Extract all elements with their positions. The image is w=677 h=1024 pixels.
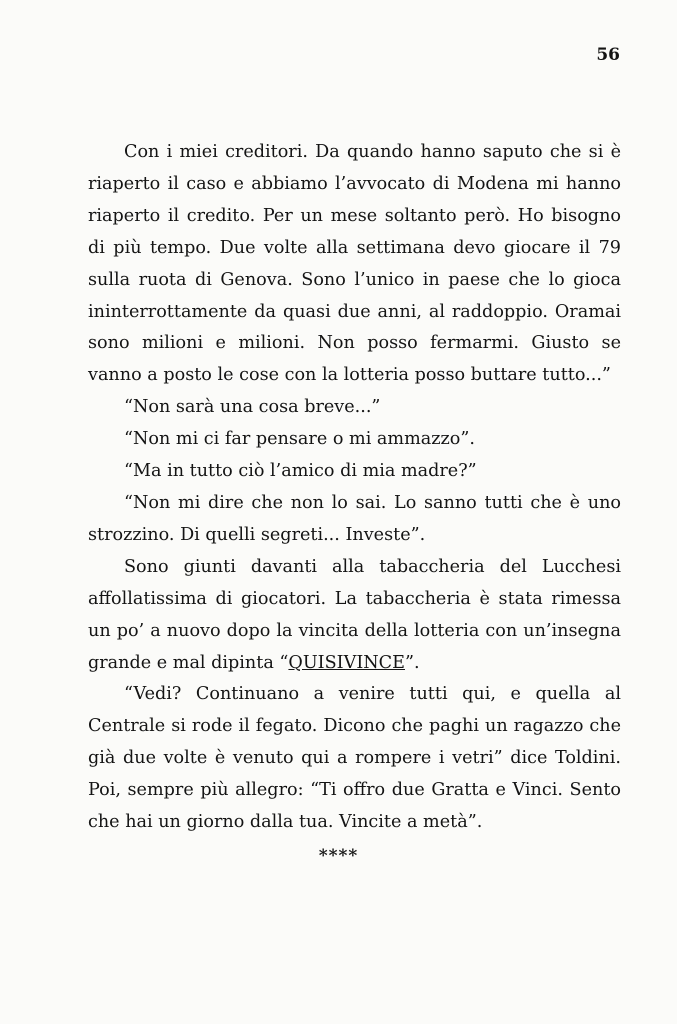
paragraph: “Ma in tutto ciò l’amico di mia madre?” [124,461,477,482]
paragraph-shop-end: ”. [404,652,420,673]
paragraph: “Non sarà una cosa breve...” [124,397,381,418]
paragraph: “Non mi ci far pensare o mi ammazzo”. [124,429,475,450]
section-separator: **** [318,846,359,866]
body-text [88,137,621,839]
paragraph: “Non mi dire che non lo sai. Lo sanno tutti che è uno strozzino. Di quelli segreti... Investe”. [88,492,621,545]
paragraph-shop [88,552,621,680]
paragraph-shop-text: Sono giunti davanti alla tabaccheria del Lucchesi affollatissima di giocatori. La tabaccheria è stata rimessa un po’ a nuovo dopo la vincita della lotteria con un’insegna grande e mal dipinta “ [88,556,621,673]
page-number: 56 [596,45,620,65]
paragraph: “Vedi? Continuano a venire tutti qui, e quella al Centrale si rode il fegato. Dicono che paghi un ragazzo che già due volte è venuto qui a rompere i vetri” dice Toldini. Poi, sempre più allegro: “Ti offro due Gratta e Vinci. Sento che hai un giorno dalla tua. Vincite a metà”. [88,684,621,833]
paragraph: Con i miei creditori. Da quando hanno saputo che si è riaperto il caso e abbiamo l’avvocato di Modena mi hanno riaperto il credito. Per un mese soltanto però. Ho bisogno di più tempo. Due volte alla settimana devo giocare il 79 sulla ruota di Genova. Sono l’unico in paese che lo gioca ininterrottamente da quasi due anni, al raddoppio. Oramai sono milioni e milioni. Non posso fermarmi. Giusto se vanno a posto le cose con la lotteria posso buttare tutto...” [88,142,621,386]
shop-sign-name: QUISIVINCE [288,652,405,673]
